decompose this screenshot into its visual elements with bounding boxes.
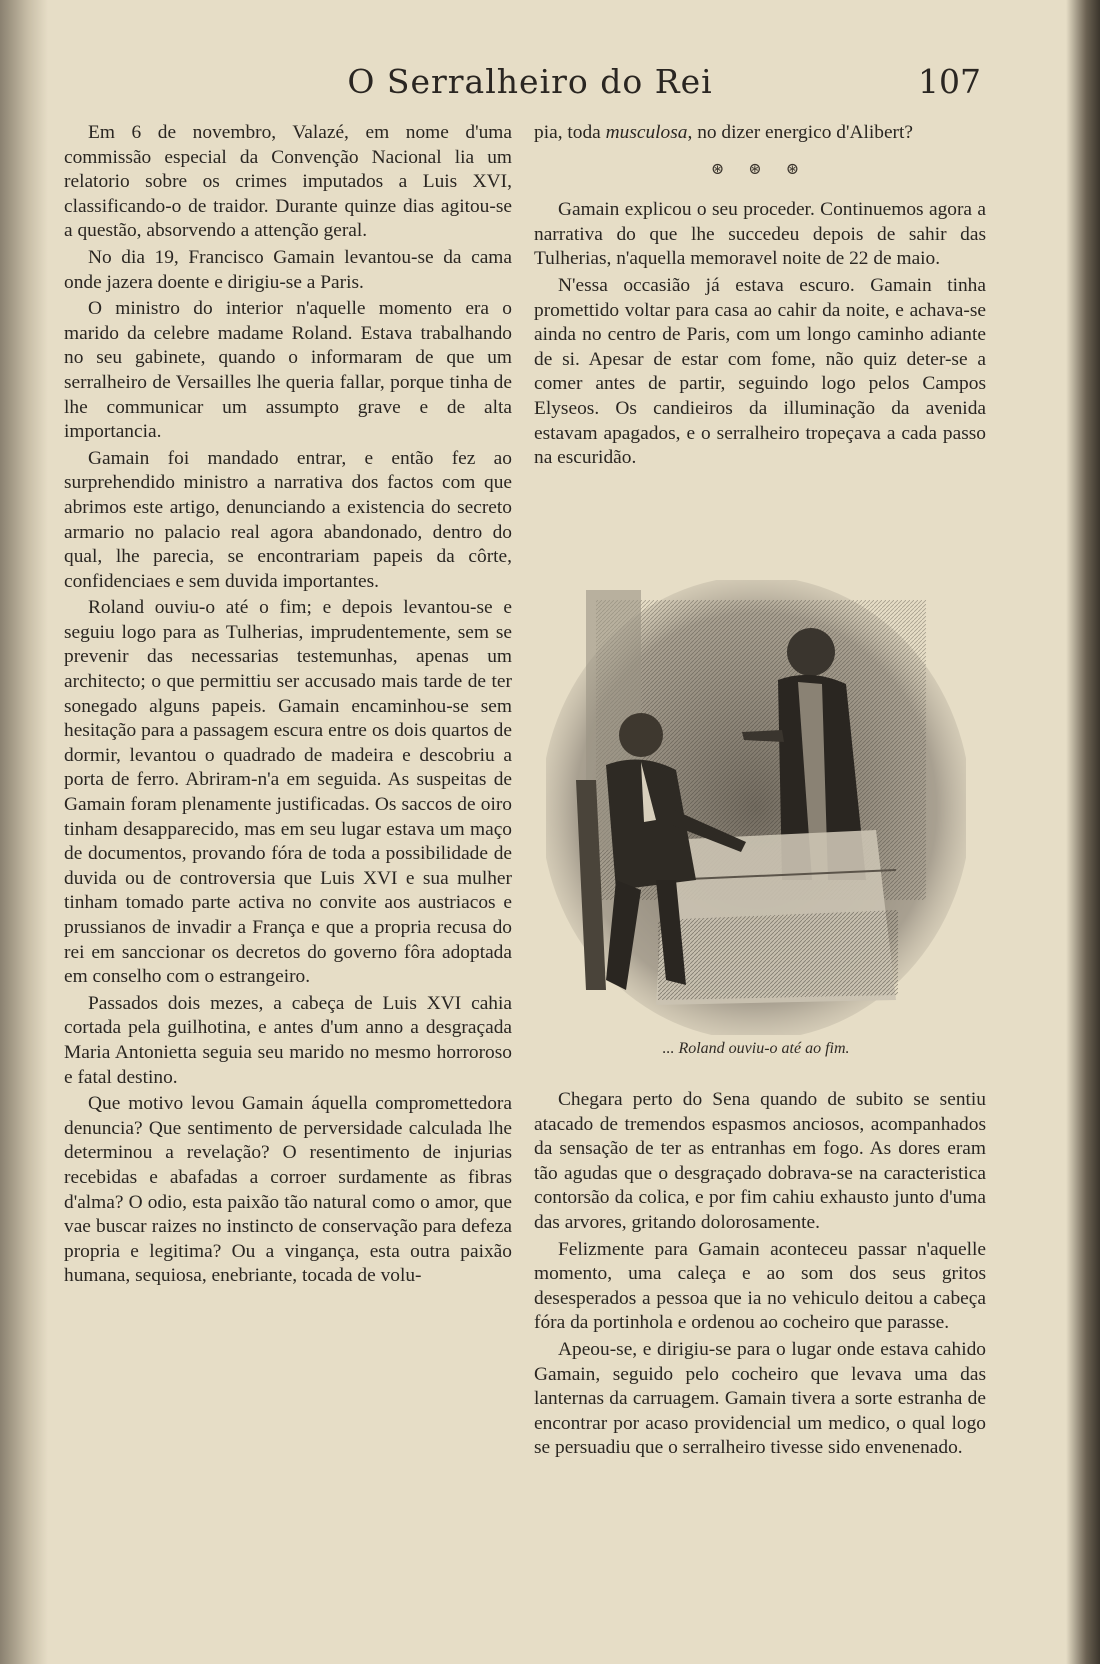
paragraph: Felizmente para Gamain aconteceu passar n'aquelle momento, uma caleça e ao som dos seus gritos desesperados a pessoa que ia no vehiculo deitou a cabeça fóra da portinhola e ordenou ao cocheiro que parasse. [534, 1238, 986, 1334]
page-number: 107 [918, 62, 981, 101]
paragraph: Apeou-se, e dirigiu-se para o lugar onde estava cahido Gamain, seguido pelo cocheiro que levava uma das lanternas da carruagem. Gamain tivera a sorte estranha de encontrar por acaso providencial um medico, o qual logo se persuadiu que o serralheiro tivesse sido envenenado. [534, 1338, 986, 1459]
paragraph: Chegara perto do Sena quando de subito se sentiu atacado de tremendos espasmos anciosos, acompanhados da sensação de ter as entranhas em fogo. As dores eram tão agudas que o desgraçado dobrava-se na caracteristica contorsão da colica, e por fim cahiu exhausto junto d'uma das arvores, gritando dolorosamente. [534, 1089, 986, 1233]
illustration-caption: ... Roland ouviu-o até ao fim. [662, 1040, 850, 1057]
paragraph: Gamain explicou o seu proceder. Continuemos agora a narrativa do que lhe succedeu depois de sahir das Tulherias, n'aquella memoravel noite de 22 de maio. [534, 199, 986, 270]
paragraph: Roland ouviu-o até o fim; e depois levantou-se e seguiu logo para as Tulherias, imprudentemente, sem se prevenir das necessarias testemunhas, apenas um architecto; o que permittiu ser accusado mais tarde de ter sonegado alguns papeis. Gamain encaminhou-se sem hesitação para a passagem escura entre os dois quartos de dormir, levantou o quadrado de madeira e descobriu a porta de ferro. Abriram-n'a em seguida. As suspeitas de Gamain foram plenamente justificadas. Os saccos de oiro tinham desapparecido, mas em seu lugar estava um maço de documentos, provando fóra de toda a possibilidade de duvida ou de controversia que Luis XVI e sua mulher tinham tomado parte activa no convite aos austriacos e prussianos de invadir a França e que a propria recusa do rei em sanccionar os decretos do governo fôra adoptada em conselho com o estrangeiro. [64, 597, 512, 988]
right-column-top [534, 121, 986, 473]
continuation-text-end: , no dizer energico d'Alibert? [687, 122, 914, 143]
paragraph: Que motivo levou Gamain áquella compromettedora denuncia? Que sentimento de perversidade calculada lhe determinou a revelação? O resentimento de injurias recebidas e abafadas a corroer surdamente as fibras d'alma? O odio, esta paixão tão natural como o amor, que vae buscar raizes no instincto de conservação para defeza propria e legitima? Ou a vingança, esta outra paixão humana, sequiosa, enebriante, tocada de volu- [64, 1093, 512, 1287]
engraving-illustration [546, 580, 966, 1035]
paragraph: Passados dois mezes, a cabeça de Luis XVI cahia cortada pela guilhotina, e antes d'um anno a desgraçada Maria Antonietta seguia seu marido no mesmo horroroso e fatal destino. [64, 992, 512, 1088]
left-column [64, 121, 512, 1291]
running-title: O Serralheiro do Rei [347, 62, 713, 101]
right-column-bottom [534, 1088, 986, 1463]
paragraph: Gamain foi mandado entrar, e então fez ao surprehendido ministro a narrativa dos factos com que abrimos este artigo, denunciando a existencia do secreto armario no palacio real agora abandonado, dentro do qual, lhe parecia, se encontrariam papeis da côrte, confidenciaes e sem duvida importantes. [64, 447, 512, 592]
continuation-text: pia, toda [534, 122, 606, 143]
continuation-paragraph [534, 121, 986, 146]
paragraph: Em 6 de novembro, Valazé, em nome d'uma commissão especial da Convenção Nacional lia um relatorio sobre os crimes imputados a Luis XVI, classificando-o de traidor. Durante quinze dias agitou-se a questão, absorvendo a attenção geral. [64, 122, 512, 242]
section-ornament: ⊛ ⊛ ⊛ [710, 160, 810, 178]
italic-word: musculosa [605, 122, 688, 143]
paragraph: O ministro do interior n'aquelle momento era o marido da celebre madame Roland. Estava trabalhando no seu gabinete, quando o informaram de que um serralheiro de Versailles lhe queria fallar, porque tinha de lhe communicar um assumpto grave e de alta importancia. [64, 298, 512, 443]
paragraph: No dia 19, Francisco Gamain levantou-se da cama onde jazera doente e dirigiu-se a Paris. [64, 246, 512, 293]
paragraph: N'essa occasião já estava escuro. Gamain tinha promettido voltar para casa ao cahir da noite, e achava-se ainda no centro de Paris, com um longo caminho adiante de si. Apesar de estar com fome, não quiz deter-se a comer antes de partir, seguindo logo pelos Campos Elyseos. Os candieiros da illuminação da avenida estavam apagados, e o serralheiro tropeçava a cada passo na escuridão. [534, 274, 986, 469]
